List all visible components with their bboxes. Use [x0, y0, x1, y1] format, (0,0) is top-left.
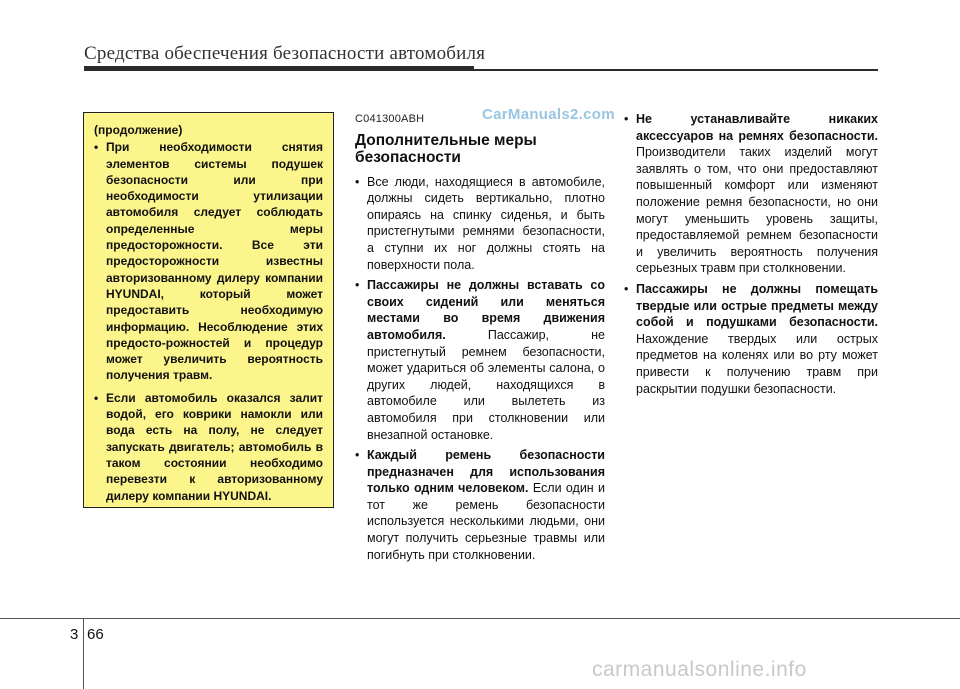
warning-continued-label: (продолжение)	[94, 123, 183, 137]
list-item-text: Все люди, находящиеся в автомобиле, должны сидеть вертикально, плотно опираясь на спинку сиденья, и быть пристегнутыми ремнями безопасности, а ступни их ног должны стоять на поверхности пола.	[367, 174, 605, 272]
page-number: 66	[87, 626, 104, 643]
bullet-icon: •	[355, 278, 360, 293]
bullet-icon: •	[355, 448, 360, 463]
page-header-title: Средства обеспечения безопасности автомобиля	[84, 43, 486, 64]
bullet-icon: •	[624, 281, 629, 296]
list-item	[624, 111, 878, 277]
list-item-lead: Пассажиры не должны вставать со своих сидений или меняться местами во время движения автомобиля.	[367, 278, 605, 342]
list-item	[355, 277, 605, 443]
middle-column	[355, 111, 605, 563]
right-column	[624, 111, 878, 397]
watermark-middle: CarManuals2.com	[482, 106, 615, 123]
warning-item-text: При необходимости снятия элементов системы подушек безопасности или при необходимости утилизации автомобиля следует соблюдать определенные меры предосторожности. Все эти предосторожности известны авторизованному дилеру компании HYUNDAI, который может предоставить необходимую информацию. Несоблюдение этих предосто-рожностей и процедур может увеличить вероятность получения травм.	[106, 140, 323, 383]
section-heading: Дополнительные меры безопасности	[355, 131, 537, 166]
list-item-text: Если один и тот же ремень безопасности используется несколькими людьми, они могут получить серьезные травмы или погибнуть при столкновении.	[367, 481, 605, 562]
section-code: C041300ABH	[355, 113, 425, 125]
list-item-lead: Не устанавливайте никаких аксессуаров на ремнях безопасности.	[636, 112, 878, 143]
watermark-bottom: carmanualsonline.info	[592, 658, 807, 681]
bullet-icon: •	[94, 140, 99, 155]
list-item-lead: Каждый ремень безопасности предназначен для использования только одним человеком.	[367, 448, 605, 496]
bullet-icon: •	[624, 112, 629, 126]
list-item-text: Производители таких изделий могут заявлять о том, что они предоставляют повышенный комфорт или изменяют положение ремня безопасности, но они могут уменьшить уровень защиты, предоставляемой ремнем безопасности и увеличить вероятность получения серьезных травм при столкновении.	[636, 145, 878, 276]
warning-item	[94, 390, 323, 504]
warning-item-text: Если автомобиль оказался залит водой, его коврики намокли или вода есть на полу, не следует запускать двигатель; автомобиль в таком состоянии необходимо перевезти к авторизованному дилеру компании HYUNDAI.	[106, 390, 323, 503]
list-item-text: Нахождение твердых или острых предметов на коленях или во рту может привести к получению травм при раскрытии подушки безопасности.	[636, 331, 878, 396]
list-item-text: Пассажир, не пристегнутый ремнем безопасности, может удариться об элементы салона, о других людей, находящихся в автомобиле или вылететь из автомобиля при столкновении или внезапной остановке.	[367, 327, 605, 442]
header-rule-thick	[84, 66, 474, 71]
list-item	[355, 174, 605, 274]
warning-item	[94, 139, 323, 383]
footer-tick	[83, 618, 84, 689]
list-item-lead: Пассажиры не должны помещать твердые или острые предметы между собой и подушками безопасности.	[636, 281, 878, 330]
footer-rule	[0, 618, 960, 619]
bullet-icon: •	[355, 174, 360, 189]
chapter-number: 3	[70, 626, 79, 643]
list-item	[624, 281, 878, 397]
list-item	[355, 447, 605, 563]
warning-box	[83, 112, 334, 508]
bullet-icon: •	[94, 390, 99, 405]
header-rule-thin	[474, 69, 878, 71]
